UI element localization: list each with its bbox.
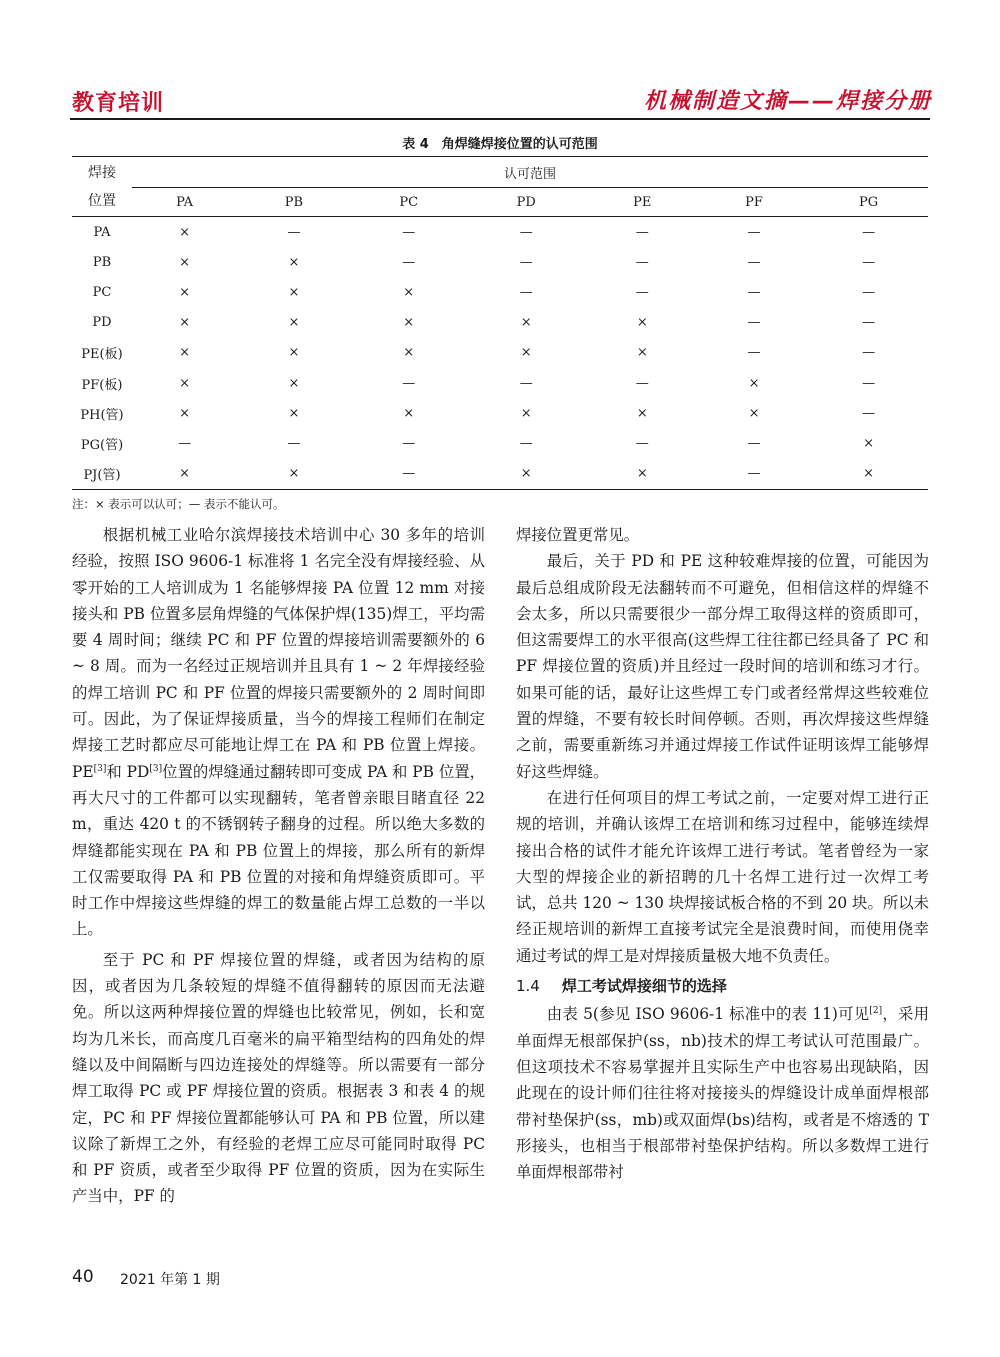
corner-label-2: 位置 (88, 192, 116, 209)
journal-title: 机械制造文摘——焊接分册 (643, 89, 932, 114)
table-cell: × (586, 459, 699, 490)
paragraph: 至于 PC 和 PF 焊接位置的焊缝，或者因为结构的原因，或者因为几条较短的焊缝不值得翻转的原因而无法避免。所以这两种焊接位置的焊缝也比较常见，例如，长和宽均为几米长，而高度几百毫米的扁平箱型结构的四角处的焊缝以及中间隔断与四边连接处的焊缝等。所以需要有一部分焊工取得 PC 或 PF 焊接位置的资质。根据表 3 和表 4 的规定，PC 和 PF 焊接位置都能够认可 PA 和 PB 位置，所以建议除了新焊工之外，有经验的老焊工应尽可能同时取得 PC 和 PF 资质，或者至少取得 PF 位置的资质，因为在实际生产当中，PF 的 (72, 950, 485, 1206)
table-cell: × (636, 315, 648, 331)
table-row (72, 308, 928, 338)
paragraph: 最后，关于 PD 和 PE 这种较难焊接的位置，可能因为最后总组成阶段无法翻转而不可避免，但相信这样的焊缝不会太多，所以只需要很少一部分焊工取得这样的资质即可，但这需要焊工的水平很高(这些焊工往往都已经具备了 PC 和 PF 焊接位置的资质)并且经过一段时间的培训和练习才行。如果可能的话，最好让这些焊工专门或者经常焊这些较难位置的焊缝，不要有较长时间停顿。否则，再次焊接这些焊缝之前，需要重新练习并通过焊接工作试件证明该焊工能够焊好这些焊缝。 (516, 552, 929, 781)
column-header: PD (516, 194, 536, 210)
row-label: PB (92, 254, 112, 270)
paragraph-text: 位置的焊缝通过翻转即可变成 PA 和 PB 位置，再大尺寸的工件都可以实现翻转，笔者曾亲眼目睹直径 22 m，重达 420 t 的不锈钢转子翻身的过程。所以绝大多数的焊缝都能实现在 PA 和 PB 位置上的焊接，那么所有的新焊工仅需要取得 PA 和 PB 位置的对接和角焊缝资质即可。平时工作中焊接这些焊缝的焊工的数量能占焊工总数的一半以上。 (72, 762, 486, 939)
table-cell: — (402, 224, 416, 240)
table-cell: × (467, 459, 586, 490)
row-label: PA (93, 224, 111, 240)
section-number: 1.4 (516, 977, 540, 996)
table-cell: — (747, 435, 761, 451)
welding-position-table (72, 156, 928, 490)
table-cell: — (178, 435, 192, 451)
table-row (72, 277, 928, 307)
table-cell: × (179, 405, 191, 421)
table-cell: — (862, 345, 876, 361)
table-cell: — (862, 405, 876, 421)
citation: [3] (149, 763, 163, 774)
table-cell: — (402, 375, 416, 391)
table-row (72, 459, 928, 490)
paragraph (72, 522, 485, 943)
table-cell: × (288, 405, 300, 421)
column-header: PA (176, 194, 194, 210)
table-cell: — (862, 375, 876, 391)
row-label: PF(板) (81, 377, 123, 393)
table-cell: — (635, 224, 649, 240)
section-title: 焊工考试焊接细节的选择 (561, 977, 727, 996)
table-cell: × (863, 435, 875, 451)
table-cell: × (179, 315, 191, 331)
table-cell: — (747, 254, 761, 270)
row-label: PG(管) (80, 437, 124, 453)
row-label: PD (92, 315, 112, 331)
table-cell: × (748, 405, 760, 421)
table-cell: — (519, 224, 533, 240)
right-column (516, 522, 929, 1185)
table-cell: × (403, 284, 415, 300)
section-label: 教育培训 (72, 91, 165, 116)
table-cell: — (519, 284, 533, 300)
table-cell: — (519, 375, 533, 391)
table-cell: — (287, 224, 301, 240)
citation: [3] (93, 763, 107, 774)
table-cell: × (132, 459, 237, 490)
table-cell: × (179, 284, 191, 300)
table-cell: — (747, 224, 761, 240)
table-cell: — (519, 435, 533, 451)
table-cell: — (635, 435, 649, 451)
table-cell: × (288, 254, 300, 270)
table-cell: × (179, 254, 191, 270)
table-cell: × (237, 459, 351, 490)
column-header-row (72, 188, 928, 217)
table-body (72, 217, 928, 490)
table-row (72, 398, 928, 428)
table-cell: × (403, 345, 415, 361)
table-corner-header (72, 157, 132, 217)
table-cell: × (809, 459, 928, 490)
column-header: PE (633, 194, 652, 210)
table-cell: — (287, 435, 301, 451)
table-cell: — (862, 224, 876, 240)
table-caption: 表 4 角焊缝焊接位置的认可范围 (402, 137, 598, 152)
header-rule (70, 118, 930, 120)
paragraph (516, 1001, 929, 1185)
table-cell: × (636, 345, 648, 361)
table-cell: — (402, 435, 416, 451)
column-header: PF (745, 194, 763, 210)
table-cell: — (862, 315, 876, 331)
table-cell: × (403, 315, 415, 331)
table-cell: — (747, 315, 761, 331)
table-cell: × (288, 315, 300, 331)
table-cell: × (179, 345, 191, 361)
table-row (72, 217, 928, 248)
table-cell: × (636, 405, 648, 421)
column-header: PC (399, 194, 419, 210)
table-cell: × (403, 405, 415, 421)
table-cell: × (520, 405, 532, 421)
page-number: 40 (72, 1267, 94, 1287)
table-cell: × (288, 375, 300, 391)
table-cell: — (351, 459, 467, 490)
table-cell: — (699, 459, 809, 490)
table-row (72, 428, 928, 458)
row-label: PH(管) (80, 407, 124, 423)
paragraph-text: ，采用单面焊无根部保护(ss，nb)技术的焊工考试认可范围最广。但这项技术不容易掌握并且实际生产中也容易出现缺陷，因此现在的设计师们往往将对接接头的焊缝设计成单面焊根部带衬垫保护(ss，mb)或双面焊(bs)结构，或者是不熔透的 T 形接头，也相当于根部带衬垫保护结构。所以多数焊工进行单面焊根部带衬 (516, 1005, 929, 1182)
table-cell: × (520, 345, 532, 361)
table-cell: — (635, 254, 649, 270)
left-column (72, 522, 485, 1210)
table-cell: × (179, 224, 191, 240)
table-cell: — (635, 375, 649, 391)
table-cell: × (748, 375, 760, 391)
paragraph: 在进行任何项目的焊工考试之前，一定要对焊工进行正规的培训，并确认该焊工在培训和练习过程中，能够连续焊接出合格的试件才能允许该焊工进行考试。笔者曾经为一家大型的焊接企业的新招聘的几十名焊工进行过一次焊工考试，总共 120 ~ 130 块焊接试板合格的不到 20 块。所以未经正规培训的新焊工直接考试完全是浪费时间，而使用侥幸通过考试的焊工是对焊接质量极大地不负责任。 (516, 788, 930, 965)
section-heading (516, 973, 929, 999)
table-cell: × (288, 284, 300, 300)
table-cell: — (862, 254, 876, 270)
citation: [2] (869, 1006, 883, 1017)
table-cell: — (635, 284, 649, 300)
paragraph-text: 由表 5(参见 ISO 9606-1 标准中的表 11)可见 (546, 1005, 870, 1024)
paragraph: 焊接位置更常见。 (516, 526, 640, 544)
table-cell: — (402, 254, 416, 270)
paragraph-text: 和 PD (106, 762, 150, 781)
table-cell: × (179, 375, 191, 391)
column-header: PB (284, 194, 304, 210)
table-row (72, 247, 928, 277)
table-row (72, 338, 928, 368)
row-label: PC (92, 284, 112, 300)
table-cell: — (519, 254, 533, 270)
table-cell: × (520, 315, 532, 331)
table-note: 注：× 表示可以认可；— 表示不能认可。 (72, 497, 285, 511)
table-row (72, 368, 928, 398)
table-cell: — (747, 345, 761, 361)
row-label: PJ(管) (72, 459, 132, 490)
paragraph-text: 根据机械工业哈尔滨焊接技术培训中心 30 多年的培训经验，按照 ISO 9606-1 标准将 1 名完全没有焊接经验、从零开始的工人培训成为 1 名能够焊接 PA 位置 12 mm 对接接头和 PB 位置多层角焊缝的气体保护焊(135)焊工，平均需要 4 周时间；继续 PC 和 PF 位置的焊接培训需要额外的 6 ~ 8 周。而为一名经过正规培训并且具有 1 ~ 2 年焊接经验的焊工培训 PC 和 PF 位置的焊接只需要额外的 2 周时间即可。因此，为了保证焊接质量，当今的焊接工程师们在制定焊接工艺时都应尽可能地让焊工在 PA 和 PB 位置上焊接。PE (72, 526, 485, 781)
table-cell: — (862, 284, 876, 300)
corner-label-1: 焊接 (88, 164, 116, 181)
column-header: PG (859, 194, 879, 210)
row-label: PE(板) (81, 347, 123, 363)
table-cell: × (288, 345, 300, 361)
issue-label: 2021 年第 1 期 (120, 1272, 220, 1288)
table-cell: — (747, 284, 761, 300)
range-header: 认可范围 (132, 157, 928, 188)
